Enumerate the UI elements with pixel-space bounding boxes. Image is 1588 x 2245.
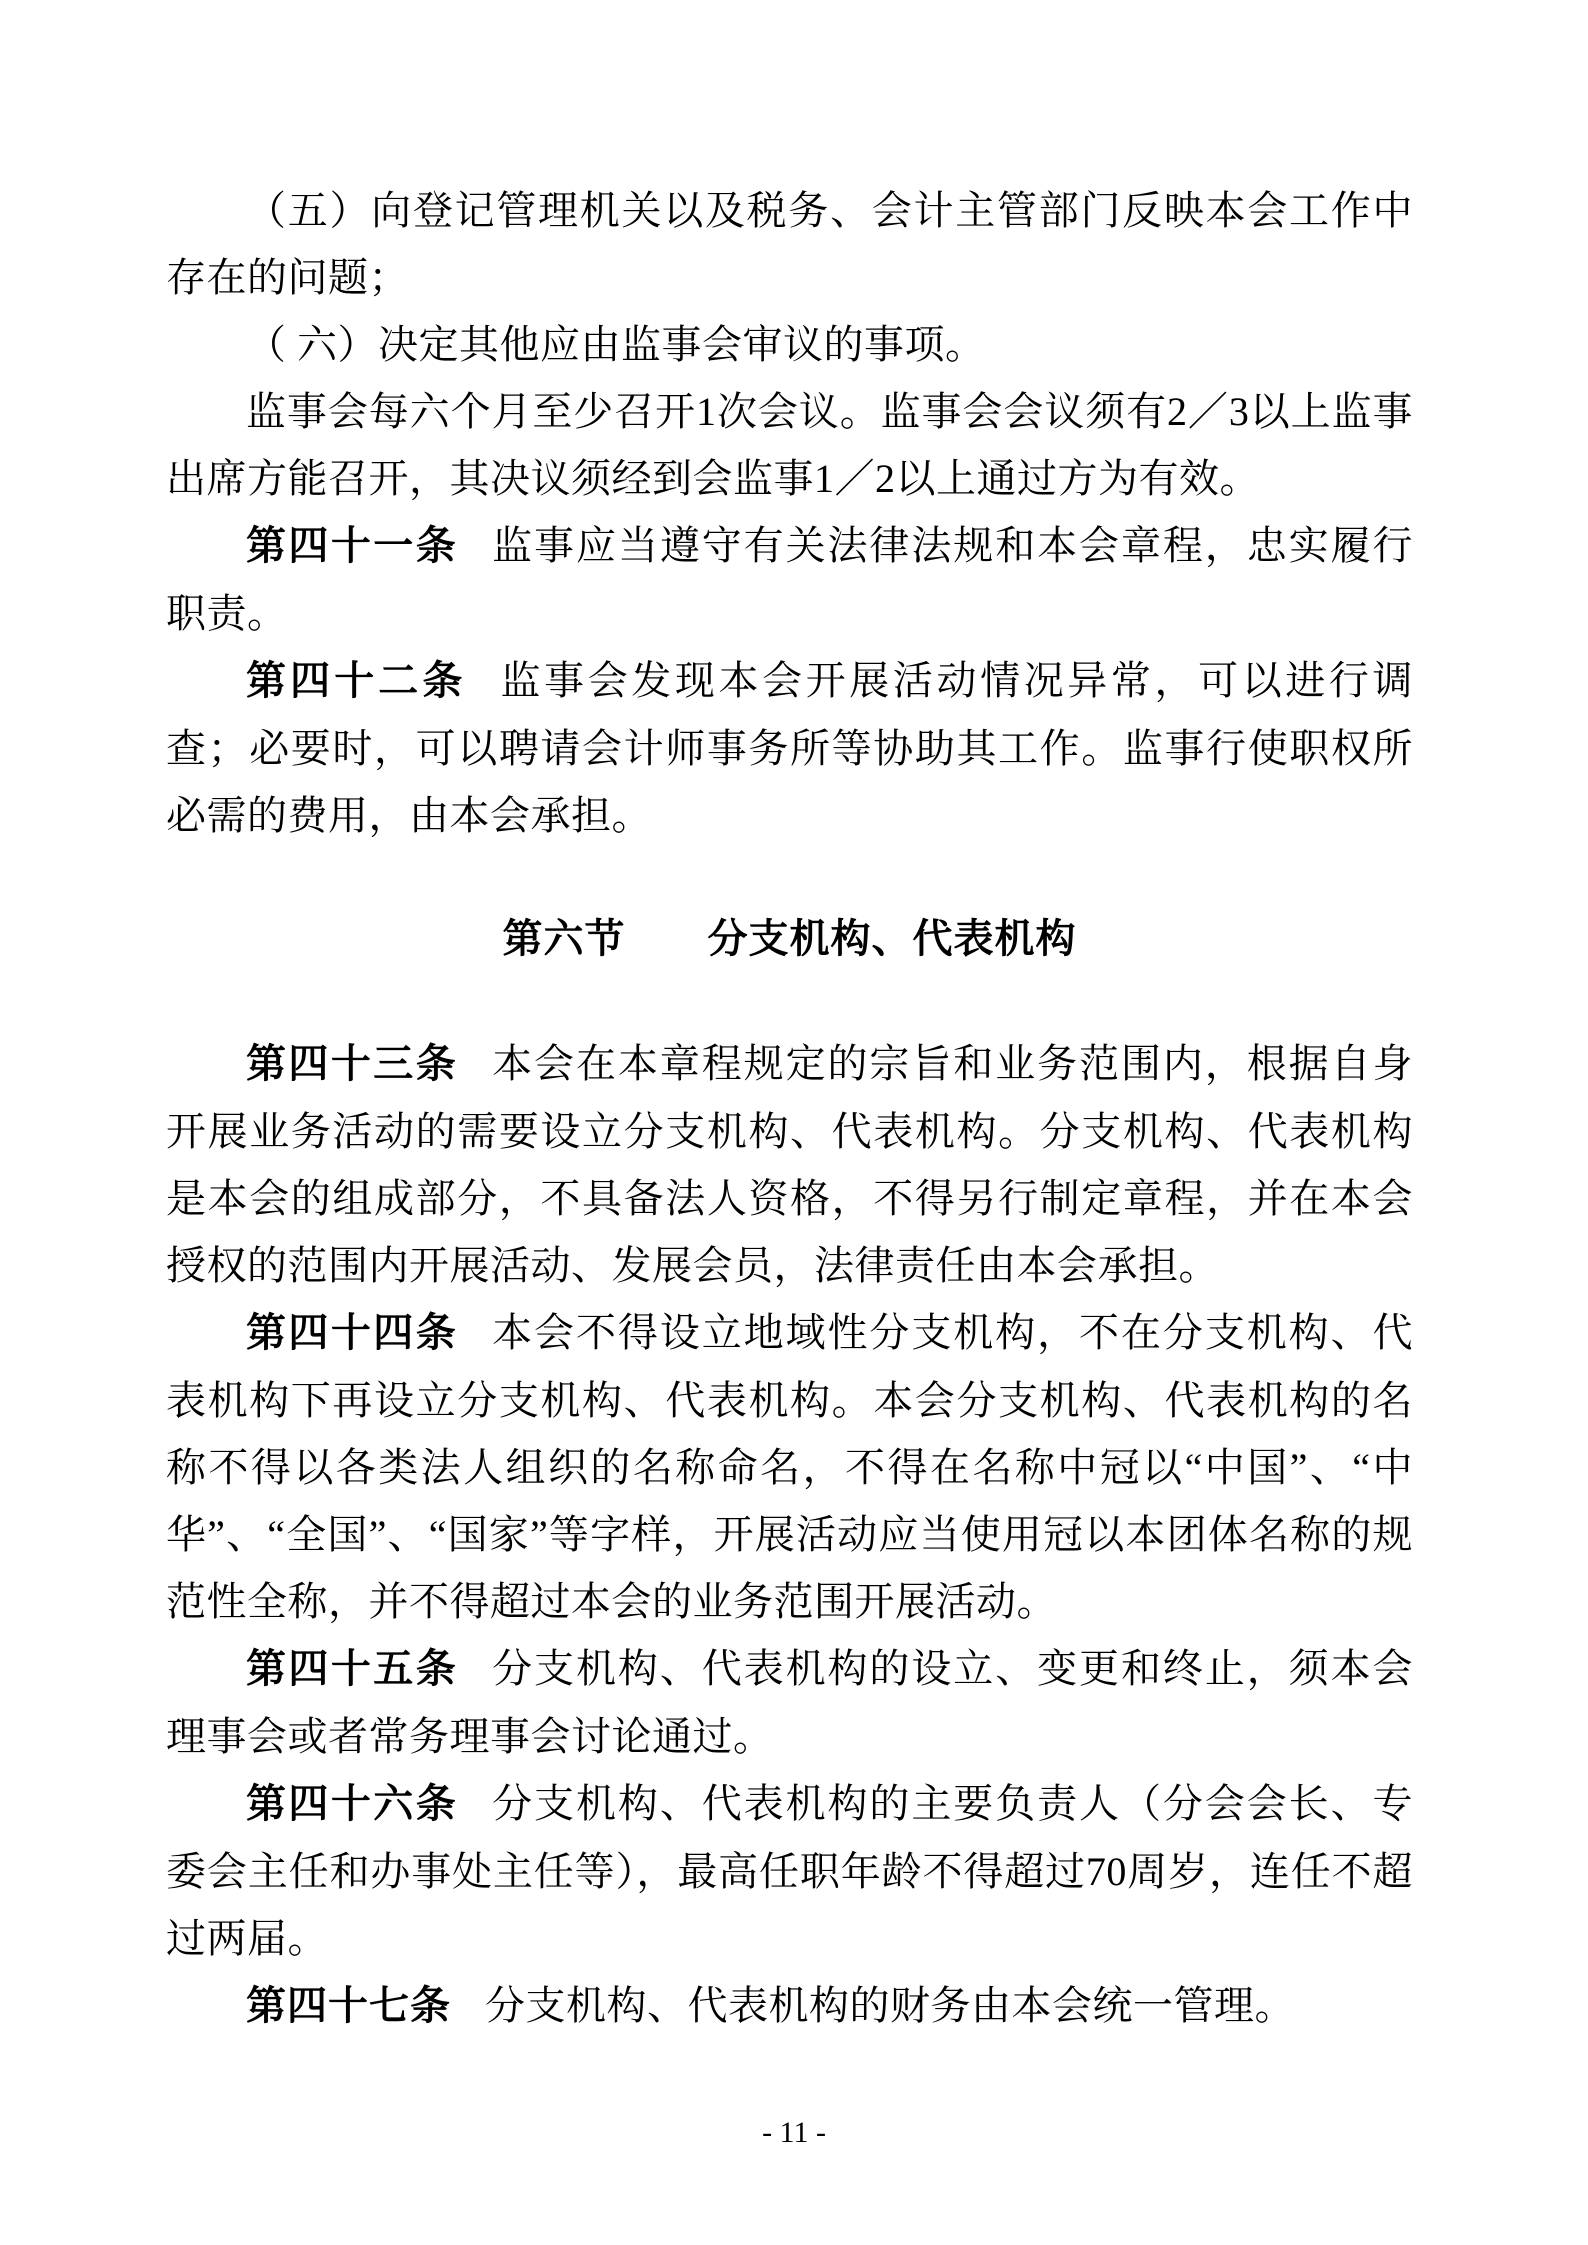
article-paragraph-42: [166, 647, 1413, 849]
article-text: 分支机构、代表机构的财务由本会统一管理。: [485, 1983, 1295, 2028]
article-paragraph-44: [166, 1299, 1413, 1635]
article-number: 第四十二条: [246, 659, 467, 703]
article-paragraph-43: [166, 1030, 1413, 1299]
article-number: 第四十五条: [246, 1647, 459, 1691]
article-paragraph-47: [166, 1972, 1413, 2040]
article-number: 第四十六条: [246, 1782, 459, 1826]
paragraph-text: （ 六）决定其他应由监事会审议的事项。: [246, 322, 986, 367]
article-number: 第四十一条: [246, 524, 459, 568]
article-text: 监事应当遵守有关法律法规和本会章程，忠实履行职责。: [166, 523, 1414, 636]
paragraph-text: 监事会每六个月至少召开1次会议。监事会会议须有2／3以上监事出席方能召开，其决议须经到会监事1／2以上通过方为有效。: [166, 389, 1413, 501]
paragraph-supervisory-meetings: [166, 378, 1413, 512]
list-item-6: [166, 311, 1413, 378]
article-number: 第四十四条: [246, 1311, 459, 1355]
document-body: [166, 177, 1413, 2040]
paragraph-text: （五）向登记管理机关以及税务、会计主管部门反映本会工作中存在的问题；: [166, 188, 1413, 300]
article-number: 第四十三条: [246, 1042, 459, 1086]
article-text: 本会在本章程规定的宗旨和业务范围内，根据自身开展业务活动的需要设立分支机构、代表机构。分支机构、代表机构是本会的组成部分，不具备法人资格，不得另行制定章程，并在本会授权的范围内开展活动、发展会员，法律责任由本会承担。: [166, 1041, 1414, 1288]
article-paragraph-45: [166, 1635, 1413, 1770]
article-number: 第四十七条: [246, 1984, 451, 2028]
article-text: 本会不得设立地域性分支机构，不在分支机构、代表机构下再设立分支机构、代表机构。本会分支机构、代表机构的名称不得以各类法人组织的名称命名，不得在名称中冠以“中国”、“中华”、“全国”、“国家”等字样，开展活动应当使用冠以本团体名称的规范性全称，并不得超过本会的业务范围开展活动。: [166, 1310, 1414, 1624]
section-heading: 第六节 分支机构、代表机构: [502, 917, 1077, 961]
list-item-5: [166, 177, 1413, 311]
page-number: - 11 -: [762, 2116, 826, 2149]
article-paragraph-41: [166, 512, 1413, 647]
article-paragraph-46: [166, 1770, 1413, 1972]
article-text: 分支机构、代表机构的主要负责人（分会会长、专委会主任和办事处主任等），最高任职年龄不得超过70周岁，连任不超过两届。: [166, 1781, 1414, 1961]
article-text: 监事会发现本会开展活动情况异常，可以进行调查；必要时，可以聘请会计师事务所等协助其工作。监事行使职权所必需的费用，由本会承担。: [166, 658, 1413, 838]
article-text: 分支机构、代表机构的设立、变更和终止，须本会理事会或者常务理事会讨论通过。: [166, 1646, 1414, 1759]
